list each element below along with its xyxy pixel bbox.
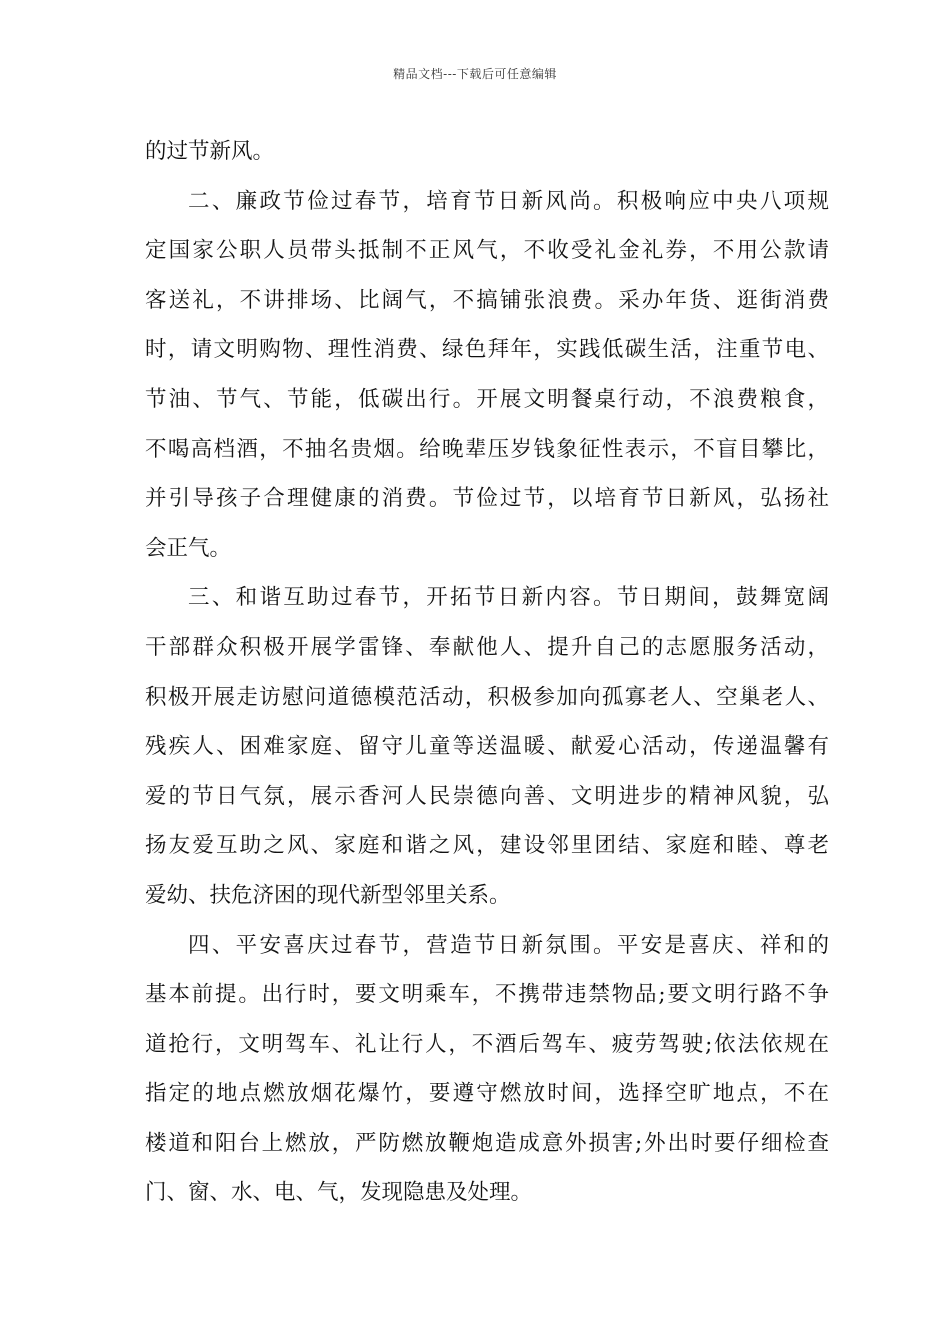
text-line: 会正气。 [145, 535, 232, 561]
document-body [145, 131, 829, 1222]
text-line: 定国家公职人员带头抵制不正风气，不收受礼金礼券，不用公款请 [145, 238, 829, 264]
text-line: 干部群众积极开展学雷锋、奉献他人、提升自己的志愿服务活动， [145, 634, 829, 660]
text-line: 楼道和阳台上燃放，严防燃放鞭炮造成意外损害;外出时要仔细检查 [145, 1130, 829, 1156]
text-line: 不喝高档酒，不抽名贵烟。给晚辈压岁钱象征性表示，不盲目攀比， [145, 436, 829, 462]
text-line: 爱幼、扶危济困的现代新型邻里关系。 [145, 882, 511, 908]
text-line: 并引导孩子合理健康的消费。节俭过节，以培育节日新风，弘扬社 [145, 486, 829, 512]
text-line: 门、窗、水、电、气，发现隐患及处理。 [145, 1180, 533, 1206]
page-header: 精品文档---下载后可任意编辑 [393, 67, 557, 81]
text-line: 二、廉政节俭过春节，培育节日新风尚。积极响应中央八项规 [188, 188, 829, 214]
text-line: 的过节新风。 [145, 139, 275, 164]
text-line: 客送礼，不讲排场、比阔气，不搞铺张浪费。采办年货、逛街消费 [145, 287, 829, 313]
text-line: 节油、节气、节能，低碳出行。开展文明餐桌行动，不浪费粮食， [145, 386, 829, 412]
text-line: 积极开展走访慰问道德模范活动，积极参加向孤寡老人、空巢老人、 [145, 684, 829, 710]
text-line: 道抢行，文明驾车、礼让行人，不酒后驾车、疲劳驾驶;依法依规在 [145, 1031, 829, 1057]
text-line: 基本前提。出行时，要文明乘车，不携带违禁物品;要文明行路不争 [145, 982, 829, 1008]
text-line: 扬友爱互助之风、家庭和谐之风，建设邻里团结、家庭和睦、尊老 [145, 833, 829, 859]
text-line: 时，请文明购物、理性消费、绿色拜年，实践低碳生活，注重节电、 [145, 337, 829, 363]
text-line: 指定的地点燃放烟花爆竹，要遵守燃放时间，选择空旷地点，不在 [145, 1081, 829, 1107]
text-line: 残疾人、困难家庭、留守儿童等送温暖、献爱心活动，传递温馨有 [145, 734, 829, 760]
text-line: 四、平安喜庆过春节，营造节日新氛围。平安是喜庆、祥和的 [188, 932, 829, 958]
text-line: 爱的节日气氛，展示香河人民崇德向善、文明进步的精神风貌，弘 [145, 783, 829, 809]
text-line: 三、和谐互助过春节，开拓节日新内容。节日期间，鼓舞宽阔 [188, 585, 829, 611]
